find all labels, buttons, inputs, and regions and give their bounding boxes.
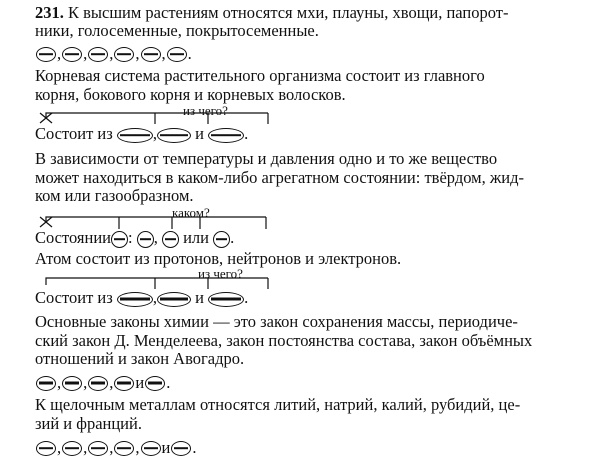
paragraph-4-line-1: Атом состоит из протонов, нейтронов и электронов. bbox=[35, 249, 402, 268]
bracket-line bbox=[46, 278, 268, 285]
paragraph-2-line-2: корня, бокового корня и корневых волосков. bbox=[35, 85, 346, 104]
scheme-2-question: каком? bbox=[172, 205, 210, 220]
conjunction: и bbox=[161, 438, 171, 457]
paragraph-1-line-2: ники, голосеменные, покрытосеменные. bbox=[35, 21, 319, 40]
paragraph-text: К высшим растениям относятся мхи, плауны, хвощи, папорот- bbox=[68, 3, 509, 22]
period: . bbox=[244, 124, 249, 143]
period: . bbox=[244, 288, 249, 307]
comma: , bbox=[57, 44, 62, 63]
comma: , bbox=[83, 438, 88, 457]
period: . bbox=[230, 228, 235, 247]
paragraph-3-line-1: В зависимости от температуры и давления одно и то же вещество bbox=[35, 149, 498, 168]
bracket-line bbox=[46, 217, 266, 222]
bracket-line bbox=[46, 113, 268, 118]
period: . bbox=[166, 373, 171, 392]
scheme-1-question: из чего? bbox=[183, 103, 228, 118]
comma: , bbox=[135, 438, 140, 457]
period: . bbox=[192, 438, 197, 457]
comma: , bbox=[161, 44, 166, 63]
comma: , bbox=[109, 44, 114, 63]
period: . bbox=[187, 44, 192, 63]
comma: , bbox=[83, 373, 88, 392]
comma: , bbox=[83, 44, 88, 63]
comma: , bbox=[153, 228, 158, 247]
paragraph-6-line-2: зий и франций. bbox=[35, 414, 142, 433]
scheme-word: Состоит из bbox=[35, 288, 113, 307]
paragraph-6-line-1: К щелочным металлам относятся литий, натрий, калий, рубидий, це- bbox=[35, 395, 521, 414]
paragraph-5-line-2: ский закон Д. Менделеева, закон постоянства состава, закон объёмных bbox=[35, 331, 533, 350]
comma: , bbox=[135, 44, 140, 63]
paragraph-5-line-1: Основные законы химии — это закон сохранения массы, периодиче- bbox=[35, 312, 518, 331]
comma: , bbox=[152, 288, 157, 307]
scheme-word: Состоит из bbox=[35, 124, 113, 143]
scheme-word: Состоянии bbox=[35, 228, 111, 247]
exercise-number: 231. bbox=[35, 3, 64, 22]
conjunction: и bbox=[135, 373, 145, 392]
conjunction: и bbox=[195, 288, 204, 307]
comma: , bbox=[57, 373, 62, 392]
paragraph-5-line-3: отношений и закон Авогадро. bbox=[35, 349, 245, 368]
conjunction: или bbox=[183, 228, 209, 247]
conjunction: и bbox=[195, 124, 204, 143]
comma: , bbox=[57, 438, 62, 457]
comma: , bbox=[109, 373, 114, 392]
paragraph-2-line-1: Корневая система растительного организма состоит из главного bbox=[35, 66, 485, 85]
scheme-3-question: из чего? bbox=[198, 266, 243, 281]
paragraph-3-line-3: ком или газообразном. bbox=[35, 186, 194, 205]
comma: , bbox=[152, 124, 157, 143]
paragraph-3-line-2: может находиться в каком-либо агрегатном состоянии: твёрдом, жид- bbox=[35, 168, 524, 187]
colon: : bbox=[128, 228, 133, 247]
comma: , bbox=[109, 438, 114, 457]
